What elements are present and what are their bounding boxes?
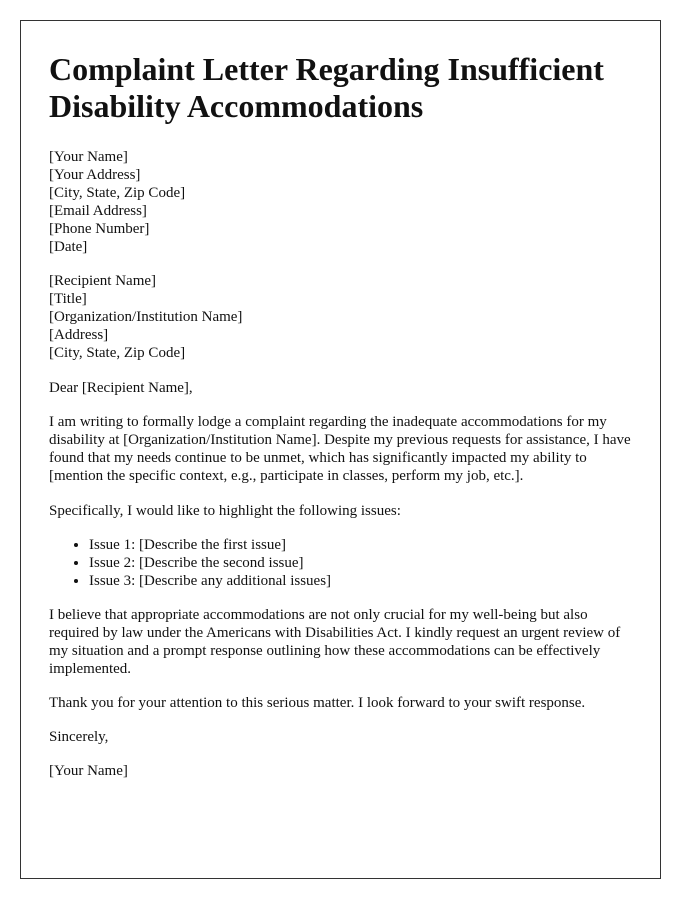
paragraph-issues-intro: Specifically, I would like to highlight the following issues: <box>49 503 401 519</box>
recipient-name: [Recipient Name] <box>49 273 157 289</box>
letter-title: Complaint Letter Regarding Insufficient Disability Accommodations <box>49 51 604 124</box>
salutation: Dear [Recipient Name], <box>49 380 193 396</box>
list-item: • Issue 2: [Describe the second issue] <box>89 554 639 572</box>
sender-name: [Your Name] <box>49 149 128 165</box>
sender-block <box>49 148 639 256</box>
letter-page <box>20 20 661 879</box>
list-item: • Issue 1: [Describe the first issue] <box>89 536 639 554</box>
list-item: • Issue 3: [Describe any additional issues] <box>89 572 639 590</box>
recipient-title: [Title] <box>49 291 87 307</box>
recipient-block <box>49 272 639 362</box>
sender-address: [Your Address] <box>49 167 141 183</box>
closing: Sincerely, <box>49 729 109 745</box>
sender-date: [Date] <box>49 239 88 255</box>
recipient-city-state-zip: [City, State, Zip Code] <box>49 345 186 361</box>
issues-list <box>49 536 639 590</box>
signature: [Your Name] <box>49 763 128 779</box>
sender-email: [Email Address] <box>49 203 147 219</box>
paragraph-thanks: Thank you for your attention to this serious matter. I look forward to your swift response. <box>49 695 586 711</box>
sender-phone: [Phone Number] <box>49 221 150 237</box>
letter-content <box>49 51 639 780</box>
paragraph-request: I believe that appropriate accommodations are not only crucial for my well-being but also required by law under the Americans with Disabilities Act. I kindly request an urgent review of my situation and a prompt response outlining how these accommodations can be effectively implemented. <box>49 607 621 677</box>
recipient-organization: [Organization/Institution Name] <box>49 309 243 325</box>
recipient-address: [Address] <box>49 327 109 343</box>
paragraph-intro: I am writing to formally lodge a complaint regarding the inadequate accommodations for my disability at [Organization/Institution Name]. Despite my previous requests for assistance, I have found that my needs continue to be unmet, which has significantly impacted my ability to [mention the specific context, e.g., participate in classes, perform my job, etc.]. <box>49 414 631 484</box>
sender-city-state-zip: [City, State, Zip Code] <box>49 185 186 201</box>
